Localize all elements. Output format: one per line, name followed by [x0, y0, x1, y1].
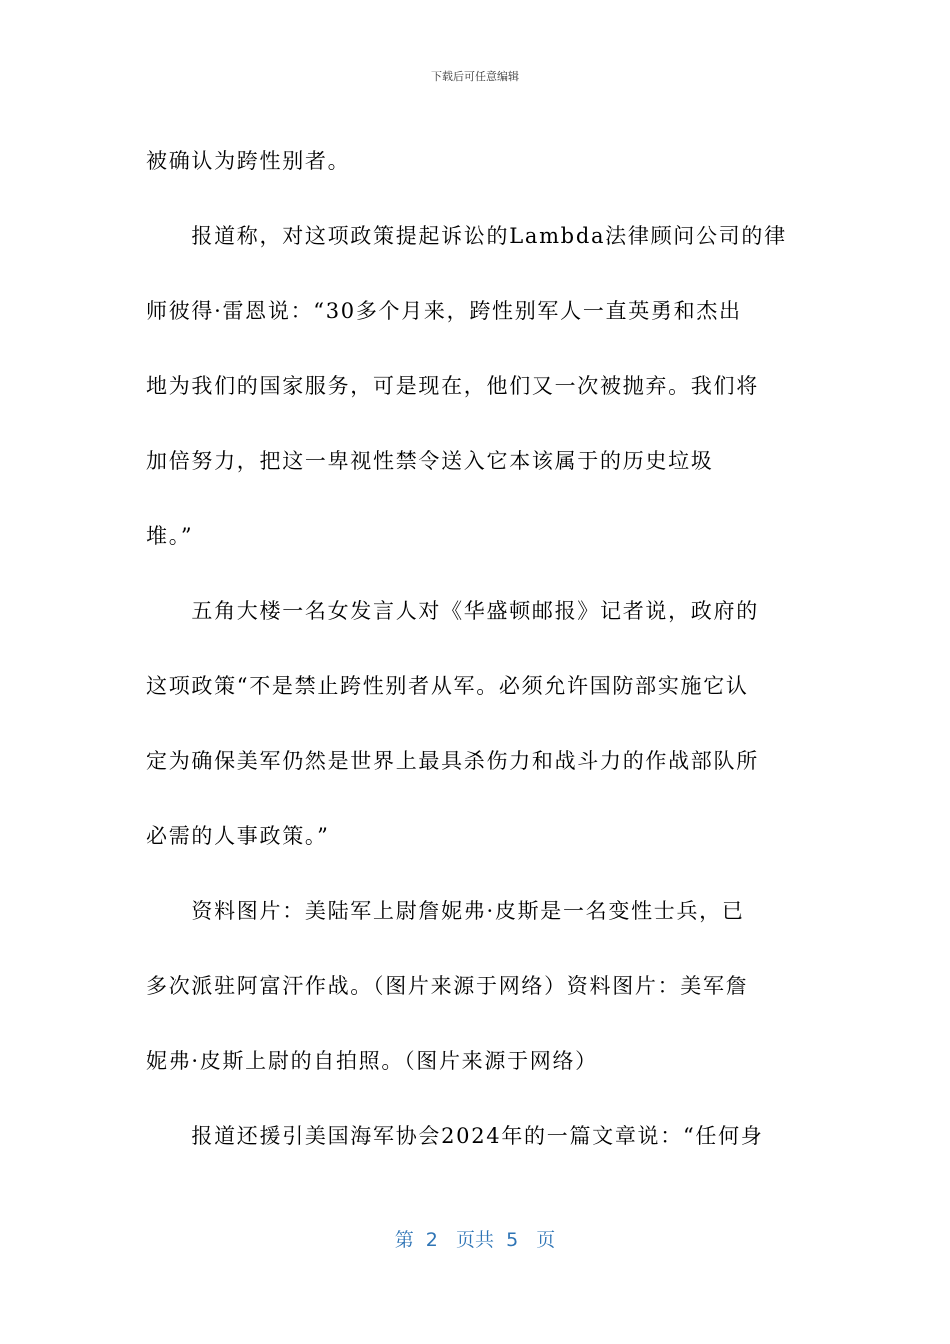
- page-number-footer: 第 2 页共 5 页: [394, 1229, 556, 1251]
- body-line: 加倍努力，把这一卑视性禁令送入它本该属于的历史垃圾: [146, 449, 714, 473]
- body-line: 多次派驻阿富汗作战。（图片来源于网络）资料图片：美军詹: [146, 974, 749, 998]
- body-line: 报道还援引美国海军协会2024年的一篇文章说：“任何身: [146, 1124, 764, 1148]
- body-line: 这项政策“不是禁止跨性别者从军。必须允许国防部实施它认: [146, 674, 749, 698]
- body-line: 地为我们的国家服务，可是现在，他们又一次被抛弃。我们将: [146, 374, 759, 398]
- body-line: 堆。”: [146, 524, 194, 548]
- body-line: 五角大楼一名女发言人对《华盛顿邮报》记者说，政府的: [146, 599, 759, 623]
- body-line: 资料图片：美陆军上尉詹妮弗·皮斯是一名变性士兵，已: [146, 899, 745, 923]
- body-line: 被确认为跨性别者。: [146, 149, 351, 173]
- body-line: 师彼得·雷恩说：“30多个月来，跨性别军人一直英勇和杰出: [146, 299, 742, 323]
- body-line: 报道称，对这项政策提起诉讼的Lambda法律顾问公司的律: [146, 224, 787, 248]
- body-line: 必需的人事政策。”: [146, 824, 330, 848]
- body-line: 定为确保美军仍然是世界上最具杀伤力和战斗力的作战部队所: [146, 749, 759, 773]
- body-line: 妮弗·皮斯上尉的自拍照。（图片来源于网络）: [146, 1049, 598, 1073]
- document-body: [146, 124, 811, 1174]
- header-note: 下载后可任意编辑: [431, 70, 519, 83]
